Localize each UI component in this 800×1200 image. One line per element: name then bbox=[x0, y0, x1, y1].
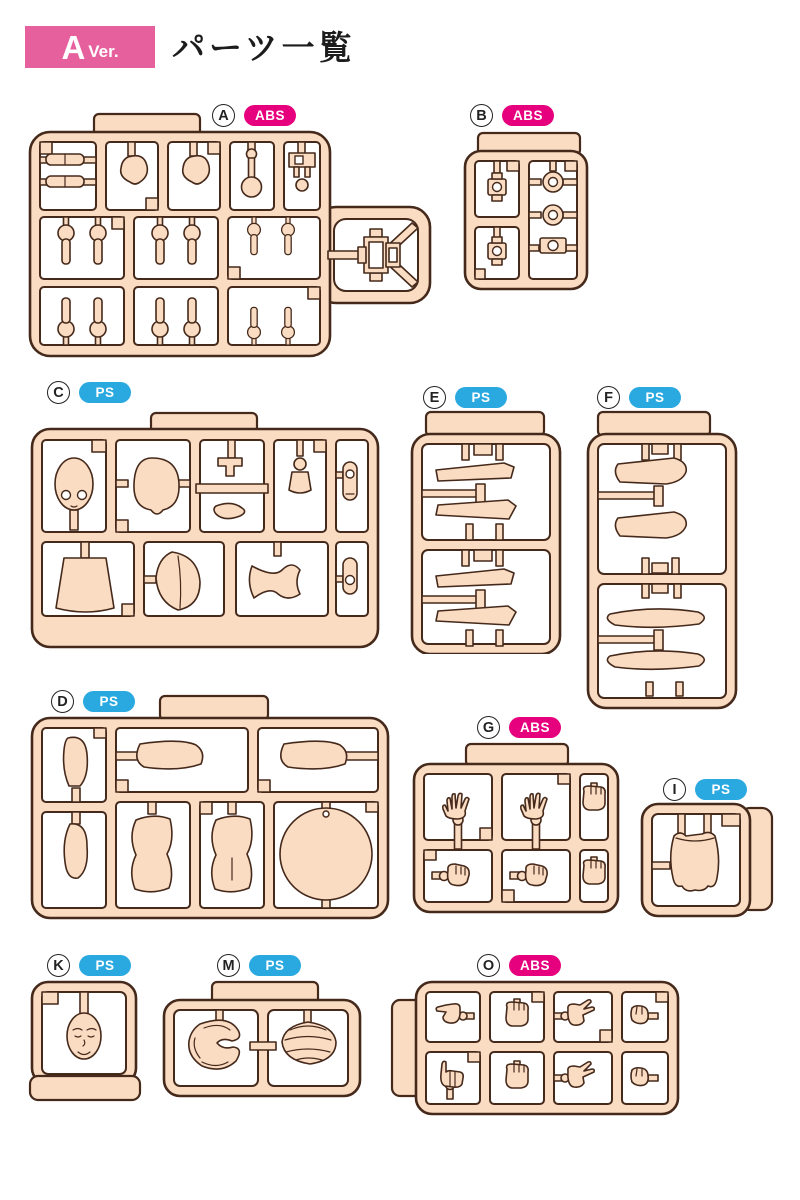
shin-part bbox=[607, 609, 704, 627]
skirt-part bbox=[56, 558, 114, 612]
sprue-g-letter: G bbox=[477, 716, 500, 739]
sprue-c-label bbox=[47, 381, 131, 404]
sprue-e-illustration bbox=[408, 408, 564, 654]
sprue-f-letter: F bbox=[597, 386, 620, 409]
sprue-c-letter: C bbox=[47, 381, 70, 404]
sprue-b-label bbox=[470, 104, 554, 127]
sprue-b-illustration bbox=[462, 130, 594, 292]
fist-part bbox=[583, 783, 605, 810]
sprue-e-letter: E bbox=[423, 386, 446, 409]
head-back-part bbox=[134, 458, 179, 514]
sprue-i-material-badge: PS bbox=[695, 779, 747, 800]
sprue-m-letter: M bbox=[217, 954, 240, 977]
sprue-g-material-badge: ABS bbox=[509, 717, 561, 738]
sprue-d-material-badge: PS bbox=[83, 691, 135, 712]
version-box bbox=[25, 26, 155, 68]
torso-part bbox=[132, 816, 172, 892]
sprue-g-illustration bbox=[410, 740, 622, 918]
sprue-i-illustration bbox=[638, 800, 776, 922]
version-suffix: Ver. bbox=[88, 41, 119, 61]
sprue-i-label bbox=[663, 778, 747, 801]
sprue-o-letter: O bbox=[477, 954, 500, 977]
sprue-k-letter: K bbox=[47, 954, 70, 977]
sprue-o-material-badge: ABS bbox=[509, 955, 561, 976]
sprue-e-label bbox=[423, 386, 507, 409]
sprue-a-material-badge: ABS bbox=[244, 105, 296, 126]
sprue-k-material-badge: PS bbox=[79, 955, 131, 976]
sprue-o-illustration bbox=[390, 976, 686, 1120]
sprue-b-material-badge: ABS bbox=[502, 105, 554, 126]
version-letter: A bbox=[61, 28, 86, 66]
sprue-m-label bbox=[217, 954, 301, 977]
sprue-a-illustration bbox=[28, 111, 434, 359]
sprue-b-letter: B bbox=[470, 104, 493, 127]
sprue-k-label bbox=[47, 954, 131, 977]
sprue-f-illustration bbox=[584, 408, 740, 710]
sprue-m-illustration bbox=[162, 980, 362, 1100]
sprue-f-label bbox=[597, 386, 681, 409]
face-front-part bbox=[55, 458, 93, 510]
sprue-d-illustration bbox=[28, 692, 394, 924]
sprue-i-letter: I bbox=[663, 778, 686, 801]
base-disc-part bbox=[280, 808, 372, 900]
page-title: パーツ一覧 bbox=[172, 29, 356, 66]
arm-part bbox=[64, 737, 88, 786]
sprue-d-letter: D bbox=[51, 690, 74, 713]
face-detail-part bbox=[67, 1013, 101, 1059]
sprue-k-illustration bbox=[28, 978, 142, 1104]
sprue-e-material-badge: PS bbox=[455, 387, 507, 408]
sprue-f-material-badge: PS bbox=[629, 387, 681, 408]
sprue-g-label bbox=[477, 716, 561, 739]
sprue-o-label bbox=[477, 954, 561, 977]
sprue-m-material-badge: PS bbox=[249, 955, 301, 976]
sprue-a-letter: A bbox=[212, 104, 235, 127]
sprue-c-material-badge: PS bbox=[79, 382, 131, 403]
sprue-c-illustration bbox=[30, 410, 380, 650]
